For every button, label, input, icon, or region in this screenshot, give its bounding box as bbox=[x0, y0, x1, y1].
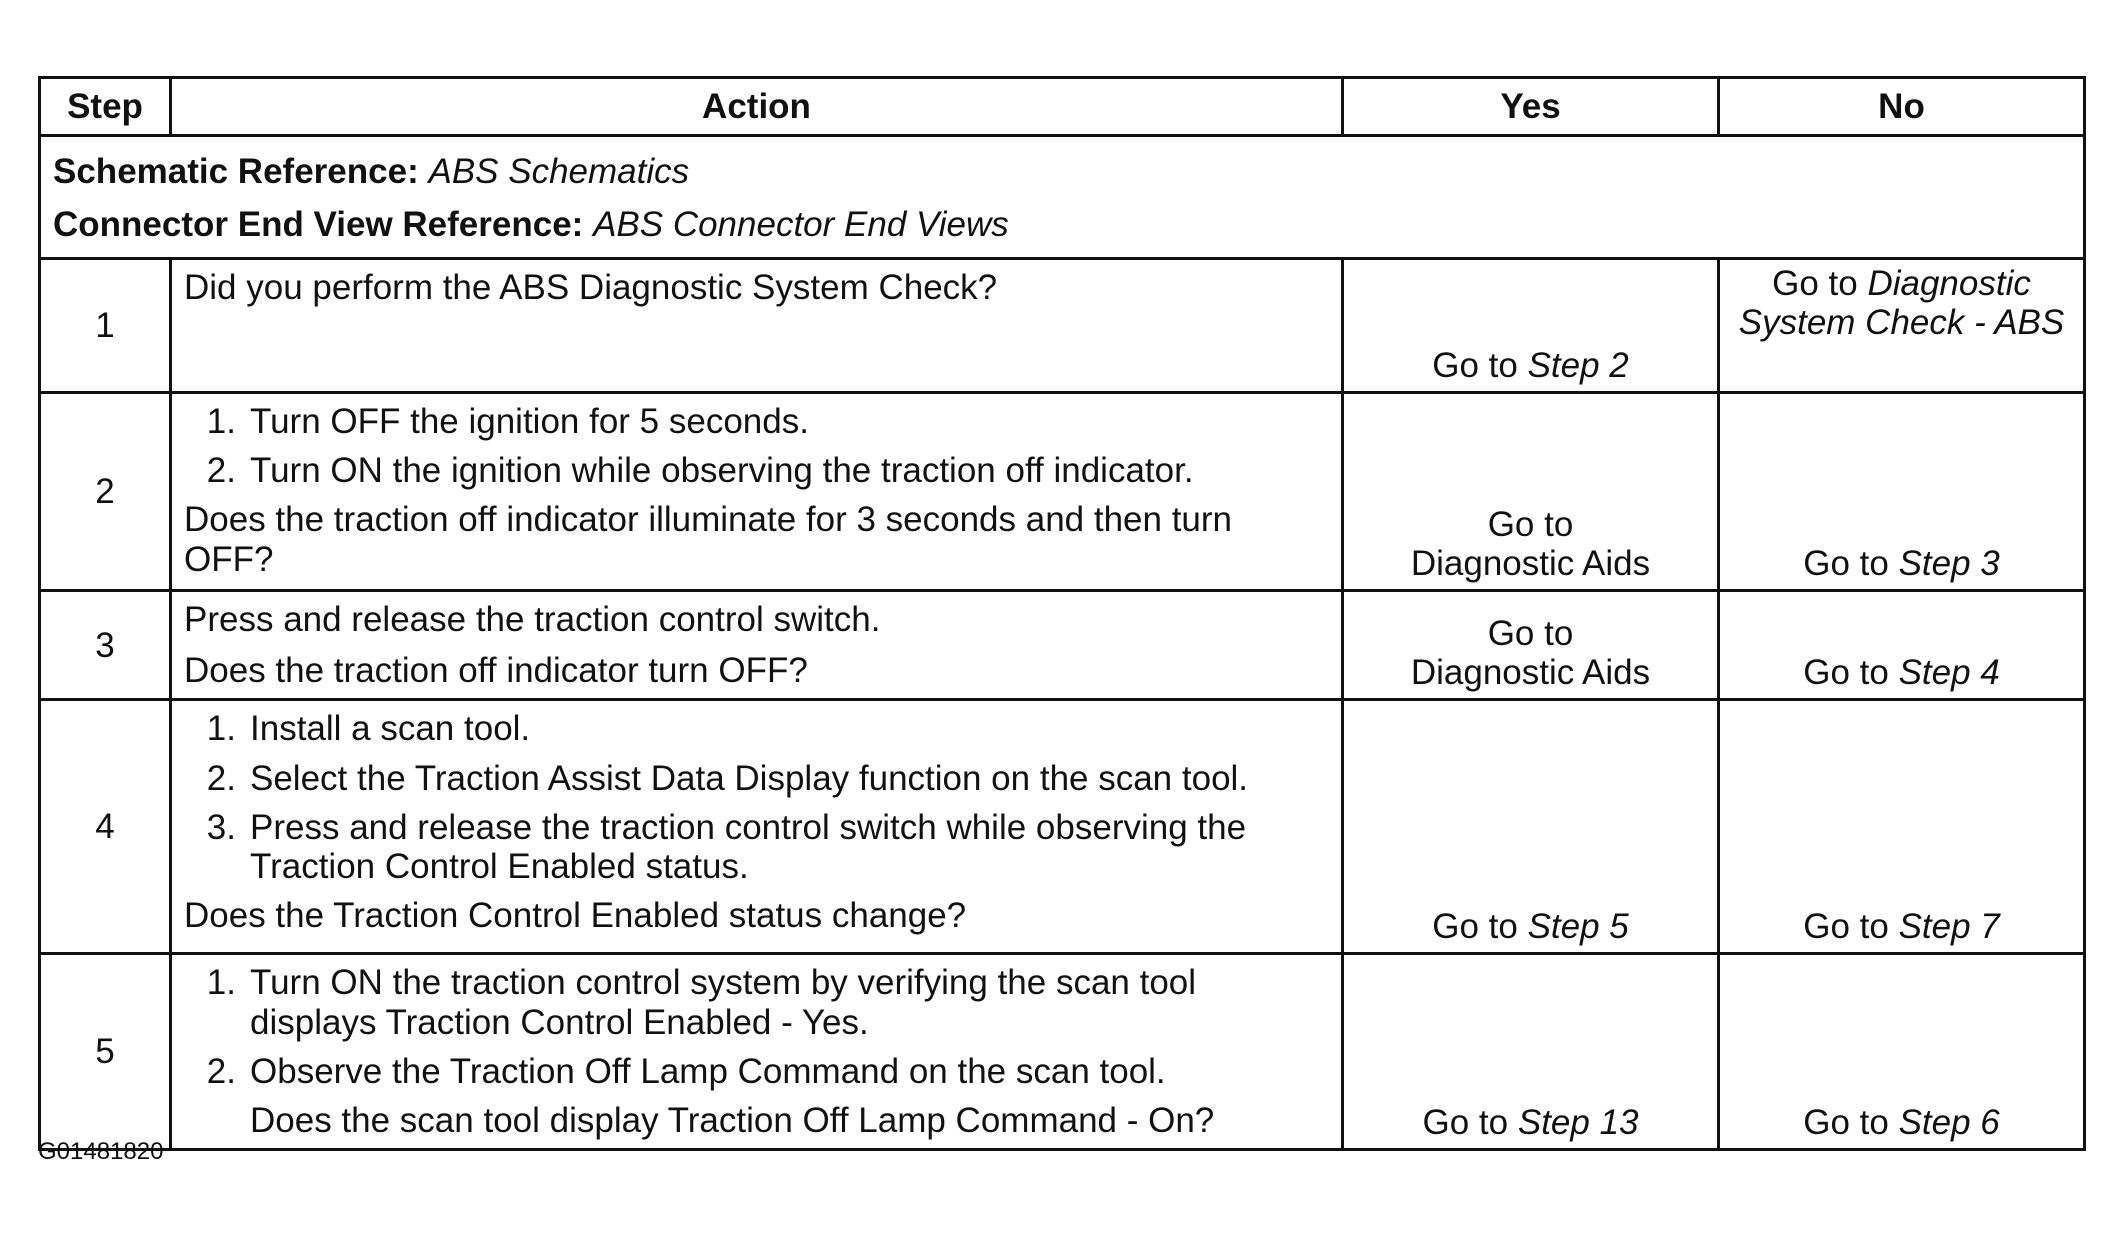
step-action bbox=[171, 259, 1343, 393]
diagnostic-table bbox=[38, 76, 2086, 1151]
no-prefix: Go to bbox=[1803, 1102, 1889, 1142]
no-result bbox=[1719, 954, 2085, 1150]
step-row-2 bbox=[40, 393, 2085, 591]
yes-prefix: Go to bbox=[1487, 614, 1574, 653]
step-question: Does the traction off indicator turn OFF? bbox=[184, 651, 808, 691]
step-number: 1 bbox=[40, 259, 171, 393]
reference-row bbox=[40, 136, 2085, 259]
no-link[interactable]: Step 3 bbox=[1898, 543, 2000, 583]
step-row-5 bbox=[40, 954, 2085, 1150]
yes-link[interactable]: Step 13 bbox=[1517, 1102, 1639, 1142]
no-prefix: Go to bbox=[1803, 907, 1889, 947]
header-no: No bbox=[1719, 78, 2085, 136]
no-prefix: Go to bbox=[1803, 653, 1889, 693]
list-item-number: 2. bbox=[206, 758, 236, 798]
figure-id: G01481820 bbox=[38, 1138, 164, 1165]
step-question: Does the traction off indicator illuminate for 3 seconds and then turn OFF? bbox=[184, 500, 1233, 579]
no-prefix: Go to bbox=[1803, 543, 1889, 583]
list-item-text: Turn ON the traction control system by verifying the scan tool displays Traction Control Enabled - Yes. bbox=[250, 963, 1197, 1042]
list-item-number: 1. bbox=[206, 402, 236, 441]
step-action bbox=[171, 591, 1343, 700]
no-result bbox=[1719, 700, 2085, 954]
connector-reference bbox=[53, 198, 2071, 251]
list-item bbox=[184, 707, 1329, 756]
yes-prefix: Go to bbox=[1432, 345, 1518, 385]
no-link[interactable]: Step 6 bbox=[1898, 1102, 2000, 1142]
reference-cell bbox=[40, 136, 2085, 259]
connector-reference-label: Connector End View Reference: bbox=[53, 205, 584, 244]
list-item-text: Observe the Traction Off Lamp Command on the scan tool. bbox=[250, 1051, 1166, 1091]
step-number: 2 bbox=[40, 393, 171, 591]
header-action: Action bbox=[171, 78, 1343, 136]
yes-prefix: Go to bbox=[1422, 1102, 1509, 1142]
header-row bbox=[40, 78, 2085, 136]
yes-result bbox=[1343, 954, 1719, 1150]
step-question: Does the scan tool display Traction Off Lamp Command - On? bbox=[250, 1100, 1215, 1140]
no-prefix: Go to bbox=[1772, 264, 1858, 303]
no-link[interactable]: Diagnostic System Check - ABS bbox=[1738, 264, 2065, 343]
list-item bbox=[184, 449, 1329, 498]
header-yes: Yes bbox=[1343, 78, 1719, 136]
step-action bbox=[171, 700, 1343, 954]
list-item-text: Select the Traction Assist Data Display function on the scan tool. bbox=[250, 758, 1249, 798]
no-result bbox=[1719, 591, 2085, 700]
yes-prefix: Go to bbox=[1487, 504, 1574, 544]
step-number: 5 bbox=[40, 954, 171, 1150]
schematic-reference-link[interactable]: ABS Schematics bbox=[428, 152, 690, 191]
yes-prefix: Go to bbox=[1432, 907, 1518, 947]
list-item bbox=[184, 757, 1329, 806]
list-item bbox=[184, 806, 1329, 894]
step-statement: Press and release the traction control switch. bbox=[184, 600, 881, 639]
list-item-number: 1. bbox=[206, 963, 236, 1003]
connector-reference-link[interactable]: ABS Connector End Views bbox=[593, 205, 1009, 244]
yes-result bbox=[1343, 591, 1719, 700]
step-row-1 bbox=[40, 259, 2085, 393]
list-item bbox=[184, 1050, 1329, 1099]
list-item-text: Turn ON the ignition while observing the traction off indicator. bbox=[250, 451, 1194, 491]
step-row-3 bbox=[40, 591, 2085, 700]
list-item-text: Turn OFF the ignition for 5 seconds. bbox=[250, 402, 809, 441]
list-item-number: 2. bbox=[206, 1051, 236, 1091]
step-number: 4 bbox=[40, 700, 171, 954]
step-action bbox=[171, 954, 1343, 1150]
step-row-4 bbox=[40, 700, 2085, 954]
yes-link[interactable]: Diagnostic Aids bbox=[1410, 543, 1651, 583]
step-number: 3 bbox=[40, 591, 171, 700]
yes-link[interactable]: Step 5 bbox=[1527, 907, 1629, 947]
list-item-text: Install a scan tool. bbox=[250, 709, 531, 749]
step-action bbox=[171, 393, 1343, 591]
no-result bbox=[1719, 259, 2085, 393]
step-question: Did you perform the ABS Diagnostic System Check? bbox=[184, 268, 998, 307]
schematic-reference bbox=[53, 145, 2071, 198]
yes-link[interactable]: Step 2 bbox=[1527, 345, 1629, 385]
list-item-number: 3. bbox=[206, 807, 236, 847]
no-result bbox=[1719, 393, 2085, 591]
list-item-number: 1. bbox=[206, 709, 236, 749]
yes-result bbox=[1343, 259, 1719, 393]
schematic-reference-label: Schematic Reference: bbox=[53, 152, 419, 191]
yes-link[interactable]: Diagnostic Aids bbox=[1410, 653, 1651, 693]
no-link[interactable]: Step 7 bbox=[1898, 907, 2000, 947]
list-item bbox=[184, 400, 1329, 449]
yes-result bbox=[1343, 393, 1719, 591]
yes-result bbox=[1343, 700, 1719, 954]
header-step: Step bbox=[40, 78, 171, 136]
step-question: Does the Traction Control Enabled status change? bbox=[184, 896, 967, 936]
list-item-number: 2. bbox=[206, 451, 236, 491]
list-item-text: Press and release the traction control switch while observing the Traction Control Enabled status. bbox=[250, 807, 1247, 886]
no-link[interactable]: Step 4 bbox=[1898, 653, 2000, 693]
list-item bbox=[184, 961, 1329, 1049]
